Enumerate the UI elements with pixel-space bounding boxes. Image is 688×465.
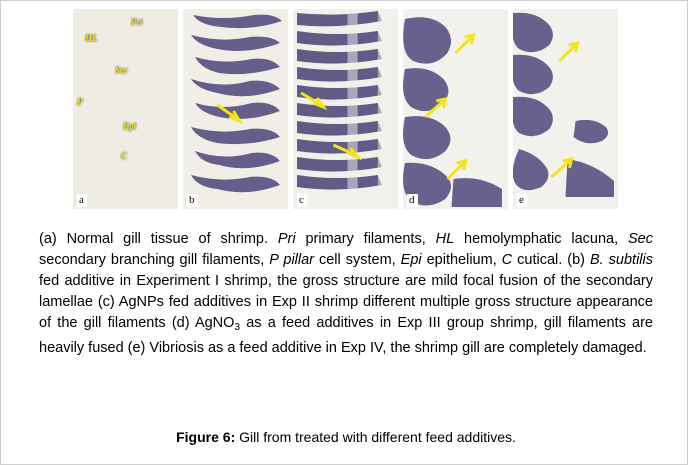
caption-segment: hemolymphatic lacuna, [454,231,629,247]
panel-letter-c: c [297,194,307,207]
panel-d-structure [403,9,508,209]
panel-c-structure [293,9,398,209]
caption-segment: HL [435,231,455,247]
caption-segment: as a feed additives in Exp III group shrimp, gill filaments are heavily fused (e) Vibriosis as a feed additive in Exp IV, the shrimp gill are completely damaged. [39,315,653,356]
caption-segment: epithelium, [421,252,502,268]
caption-segment: Pri [277,231,296,247]
panel-letter-e: e [517,194,527,207]
caption-segment: cell system, [314,252,401,268]
figure-image-strip [73,9,618,209]
figure-number-text: Gill from treated with different feed additives. [235,429,516,445]
label-pri: Pri [131,17,143,27]
caption-segment: Epi [400,252,422,268]
label-c: C [121,151,128,161]
micrograph-panel-b [183,9,288,209]
caption-segment: P pillar [269,252,315,268]
label-epi: Epi [123,121,137,131]
label-sec: Sec [115,65,128,75]
caption-segment: (a) Normal gill tissue of shrimp. [39,231,278,247]
caption-segment: C [501,252,513,268]
caption-segment: Sec [628,231,654,247]
caption-segment: primary filaments, [295,231,436,247]
figure-number-label: Figure 6: [176,429,236,445]
label-hl: HL [85,33,98,43]
caption-segment: 3 [234,322,240,333]
caption-segment: B. subtilis [589,252,653,268]
label-p: P [77,97,83,107]
panel-letter-a: a [77,194,87,207]
panel-letter-b: b [187,194,198,207]
figure-number-line [39,429,653,445]
panel-letter-d: d [407,194,418,207]
caption-segment: cutical. (b) [512,252,590,268]
micrograph-panel-c [293,9,398,209]
figure-caption [39,229,653,359]
micrograph-panel-a [73,9,178,209]
caption-segment: fed additive in Experiment I shrimp, the gross structure are mild focal fusion of the secondary lamellae (c) AgNPs fed additives in Exp II shrimp different multiple gross structure appearance of the gill filaments (d) AgNO [39,273,653,331]
panel-b-structure [183,9,288,209]
panel-e-structure [513,9,618,209]
caption-segment: secondary branching gill filaments, [39,252,270,268]
micrograph-panel-e [513,9,618,209]
micrograph-panel-d [403,9,508,209]
